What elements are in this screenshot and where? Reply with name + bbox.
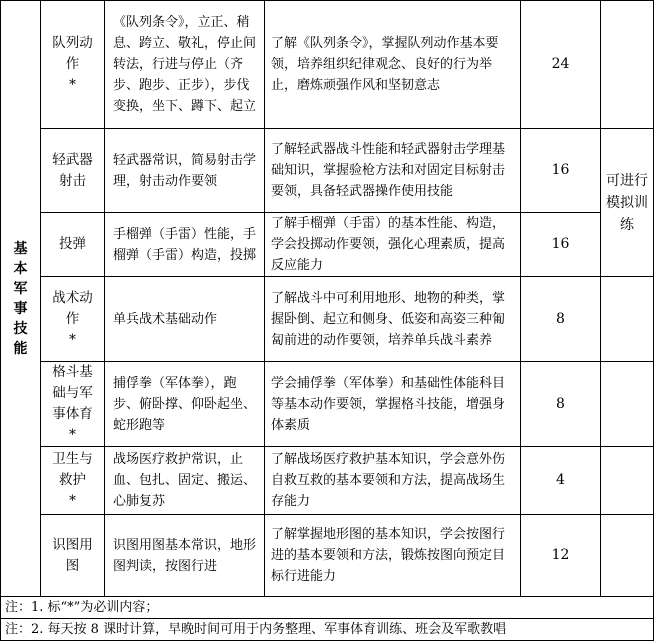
subject-name-cell	[41, 515, 105, 597]
required-mark: *	[69, 493, 76, 509]
required-mark: *	[69, 77, 76, 93]
remark-cell-empty	[601, 277, 654, 362]
subject-name: 轻武器射击	[52, 151, 93, 189]
requirement-cell: 了解《队列条令》，掌握队列动作基本要领，培养组织纪律观念、良好的行为举止，磨炼顽强作风和坚韧意志	[265, 1, 521, 129]
content-cell: 手榴弹（手雷）性能，手榴弹（手雷）构造，投掷	[105, 213, 265, 277]
note-2: 注：2. 每天按 8 课时计算，早晚时间可用于内务整理、军事体育训练、班会及军歌教唱	[1, 619, 654, 641]
subject-name: 队列动作	[52, 35, 93, 72]
requirement-cell: 了解手榴弹（手雷）的基本性能、构造，学会投掷动作要领，强化心理素质，提高反应能力	[265, 213, 521, 277]
table-row	[1, 515, 654, 597]
hours-cell: 12	[521, 515, 601, 597]
table-row	[1, 1, 654, 129]
requirement-cell: 了解战斗中可利用地形、地物的种类，掌握卧倒、起立和侧身、低姿和高姿三种匍匐前进的动作要领，培养单兵战斗素养	[265, 277, 521, 362]
required-mark: *	[69, 427, 76, 443]
note-row	[1, 597, 654, 619]
requirement-cell: 了解轻武器战斗性能和轻武器射击学理基础知识，掌握验枪方法和对固定目标射击要领，具备轻武器操作使用技能	[265, 129, 521, 213]
category-cell	[1, 1, 41, 597]
hours-cell: 16	[521, 213, 601, 277]
subject-name: 识图用图	[52, 536, 93, 574]
subject-name: 格斗基础与军事体育	[52, 364, 93, 422]
hours-cell: 24	[521, 1, 601, 129]
remark-cell-empty	[601, 447, 654, 515]
subject-name-cell	[41, 1, 105, 129]
content-cell: 轻武器常识，简易射击学理，射击动作要领	[105, 129, 265, 213]
remark-cell-empty	[601, 515, 654, 597]
subject-name-cell	[41, 129, 105, 213]
subject-name-cell	[41, 362, 105, 447]
content-cell: 单兵战术基础动作	[105, 277, 265, 362]
table-row	[1, 129, 654, 213]
subject-name: 卫生与救护	[52, 451, 93, 488]
table-row	[1, 277, 654, 362]
category-label: 基本军事技能	[13, 240, 28, 357]
subject-name-cell	[41, 213, 105, 277]
content-cell: 识图用图基本常识，地形图判读，按图行进	[105, 515, 265, 597]
subject-name-cell	[41, 277, 105, 362]
remark-cell-empty	[601, 1, 654, 129]
hours-cell: 4	[521, 447, 601, 515]
remark-cell-empty	[601, 362, 654, 447]
requirement-cell: 学会捕俘拳（军体拳）和基础性体能科目等基本动作要领，掌握格斗技能，增强身体素质	[265, 362, 521, 447]
note-row	[1, 619, 654, 641]
content-cell: 捕俘拳（军体拳），跑步、俯卧撑、仰卧起坐、蛇形跑等	[105, 362, 265, 447]
requirement-cell: 了解掌握地形图的基本知识，学会按图行进的基本要领和方法，锻炼按图向预定目标行进能力	[265, 515, 521, 597]
remark-cell	[601, 129, 654, 277]
table-row	[1, 362, 654, 447]
requirement-cell: 了解战场医疗救护基本知识，学会意外伤自救互救的基本要领和方法，提高战场生存能力	[265, 447, 521, 515]
hours-cell: 16	[521, 129, 601, 213]
hours-cell: 8	[521, 362, 601, 447]
content-cell: 《队列条令》，立正、稍息、跨立、敬礼，停止间转法，行进与停止（齐步、跑步、正步），步伐变换，坐下、蹲下、起立	[105, 1, 265, 129]
subject-name: 投弹	[59, 236, 86, 252]
note-1: 注：1. 标“*”为必训内容；	[1, 597, 654, 619]
subject-name: 战术动作	[52, 289, 93, 327]
hours-cell: 8	[521, 277, 601, 362]
table-row	[1, 447, 654, 515]
remark-label: 可进行模拟训练	[606, 172, 648, 233]
subject-name-cell	[41, 447, 105, 515]
table-row	[1, 213, 654, 277]
content-cell: 战场医疗救护常识，止血、包扎、固定、搬运、心肺复苏	[105, 447, 265, 515]
required-mark: *	[69, 331, 76, 348]
